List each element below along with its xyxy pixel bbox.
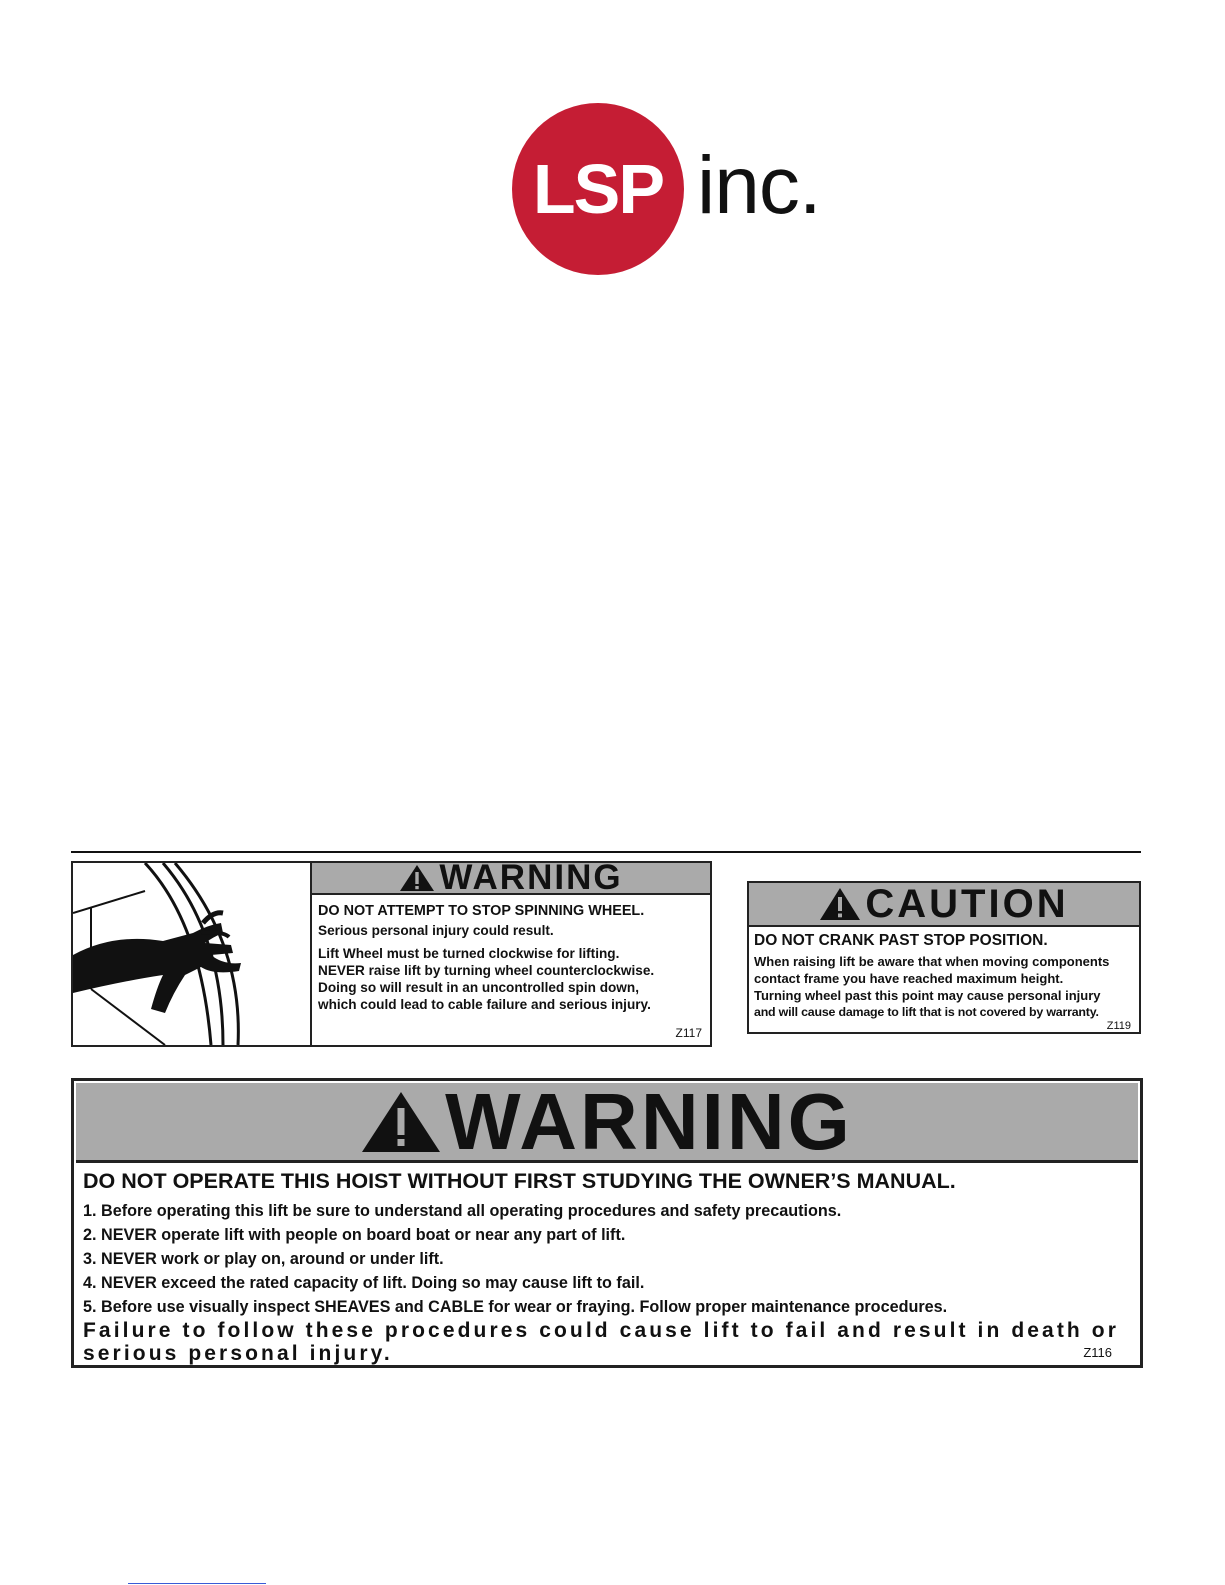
warning-banner [312, 858, 710, 897]
list-item: 4. NEVER exceed the rated capacity of lift. Doing so may cause lift to fail. [83, 1274, 645, 1292]
warning-banner-text: WARNING [439, 858, 623, 897]
warning-line: Serious personal injury could result. [318, 923, 554, 938]
logo-suffix-text: inc. [697, 140, 821, 231]
caution-label-z119 [747, 881, 1141, 1034]
caution-heading: DO NOT CRANK PAST STOP POSITION. [754, 932, 1048, 949]
list-item: 5. Before use visually inspect SHEAVES and CABLE for wear or fraying. Follow proper maintenance procedures. [83, 1298, 948, 1316]
warning-triangle-icon [399, 864, 435, 892]
warning-para-line: Lift Wheel must be turned clockwise for lifting. [318, 946, 620, 961]
warning-para-line: which could lead to cable failure and serious injury. [318, 997, 651, 1012]
label-code: Z117 [675, 1026, 702, 1040]
list-item: 3. NEVER work or play on, around or under lift. [83, 1250, 444, 1268]
safety-list [83, 1199, 1132, 1319]
list-item: 2. NEVER operate lift with people on board boat or near any part of lift. [83, 1226, 626, 1244]
caution-line: Turning wheel past this point may cause personal injury [754, 988, 1101, 1003]
caution-line: When raising lift be aware that when moving components [754, 954, 1110, 969]
caution-banner [749, 883, 1139, 927]
warning-banner-large [76, 1076, 1138, 1166]
warning-label-z117 [71, 858, 712, 1047]
warning-triangle-icon [361, 1091, 441, 1153]
company-logo [512, 103, 832, 275]
caution-banner-text: CAUTION [865, 881, 1069, 926]
hand-caught-in-wheel-icon [73, 863, 312, 1045]
warning-label-z117-body [312, 858, 710, 1045]
horizontal-divider [71, 851, 1141, 853]
warning-heading: DO NOT OPERATE THIS HOIST WITHOUT FIRST STUDYING THE OWNER’S MANUAL. [83, 1169, 956, 1193]
caution-line: and will cause damage to lift that is not covered by warranty. [754, 1005, 1099, 1019]
label-code: Z116 [1083, 1345, 1112, 1360]
failure-warning-line: serious personal injury. [83, 1342, 393, 1365]
list-item: 1. Before operating this lift be sure to understand all operating procedures and safety precautions. [83, 1202, 842, 1220]
warning-banner-text: WARNING [445, 1076, 853, 1166]
warning-label-z116 [71, 1078, 1143, 1368]
warning-para-line: NEVER raise lift by turning wheel counterclockwise. [318, 963, 655, 978]
warning-triangle-icon [819, 887, 861, 921]
warning-heading: DO NOT ATTEMPT TO STOP SPINNING WHEEL. [318, 903, 645, 919]
failure-warning-line: Failure to follow these procedures could cause lift to fail and result in death or [83, 1319, 1119, 1342]
link-underline[interactable] [128, 1583, 266, 1584]
label-code: Z119 [1106, 1020, 1131, 1032]
warning-para-line: Doing so will result in an uncontrolled spin down, [318, 980, 639, 995]
caution-line: contact frame you have reached maximum height. [754, 971, 1064, 986]
logo-circle-text: LSP [532, 150, 664, 228]
